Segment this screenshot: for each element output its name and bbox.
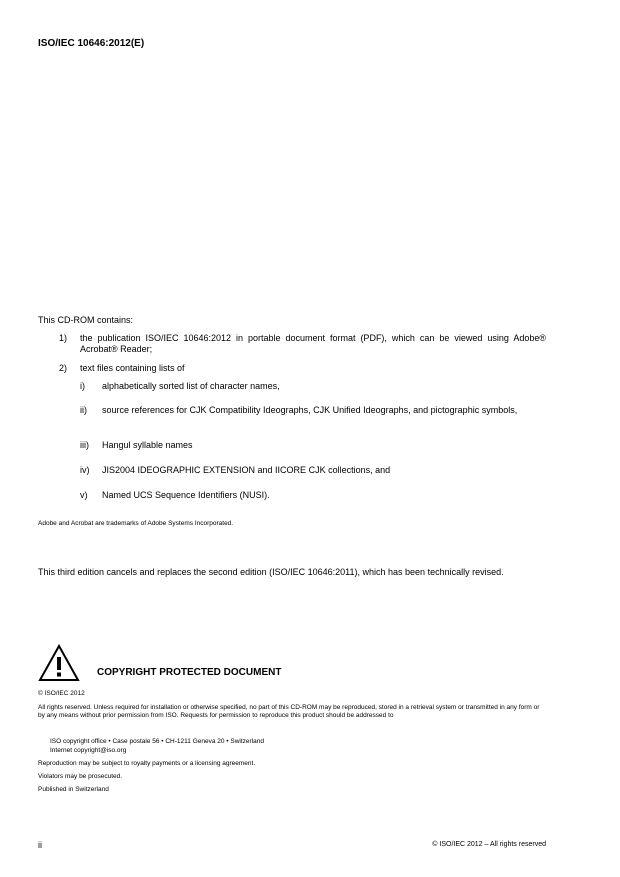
copyright-address: ISO copyright office • Case postale 56 • CH-1211 Geneva 20 • Switzerland (50, 738, 264, 745)
contents-intro: This CD-ROM contains: (38, 315, 134, 325)
sublist-item-label: i) (80, 381, 85, 391)
warning-icon (38, 644, 80, 682)
sublist-item-text: alphabetically sorted list of character names, (102, 381, 280, 391)
copyright-title: COPYRIGHT PROTECTED DOCUMENT (97, 667, 282, 678)
sublist-item-label: iii) (80, 440, 89, 450)
document-id: ISO/IEC 10646:2012(E) (38, 38, 145, 49)
sublist-item-text: Hangul syllable names (102, 440, 193, 450)
violators-note: Violators may be prosecuted. (38, 773, 123, 780)
copyright-email: Internet copyright@iso.org (50, 747, 127, 754)
copyright-line: © ISO/IEC 2012 (38, 690, 85, 697)
published-note: Published in Switzerland (38, 786, 109, 793)
list-item-label: 2) (59, 363, 68, 373)
list-item-text: text files containing lists of (80, 363, 185, 373)
trademark-note: Adobe and Acrobat are trademarks of Adobe Systems Incorporated. (38, 520, 234, 527)
sublist-item-label: iv) (80, 465, 90, 475)
sublist-item-text: JIS2004 IDEOGRAPHIC EXTENSION and IICORE CJK collections, and (102, 465, 391, 475)
sublist-item-text: source references for CJK Compatibility Ideographs, CJK Unified Ideographs, and pictographic symbols, (102, 405, 518, 415)
copyright-rights: All rights reserved. Unless required for installation or otherwise specified, no part of this CD-ROM may be reproduced, stored in a retrieval system or transmitted in any form or by any means without prior permission from ISO. Requests for permission to reproduce this product should be addressed to (38, 704, 540, 719)
list-item-label: 1) (59, 333, 68, 343)
sublist-item-text: Named UCS Sequence Identifiers (NUSI). (102, 490, 270, 500)
list-item-text: the publication ISO/IEC 10646:2012 in portable document format (PDF), which can be viewed using Adobe® Acrobat® Reader; (80, 333, 546, 354)
sublist-item-label: ii) (80, 405, 87, 415)
sublist-item-label: v) (80, 490, 88, 500)
page-number: ii (38, 840, 42, 850)
royalty-note: Reproduction may be subject to royalty payments or a licensing agreement. (38, 760, 256, 767)
edition-note: This third edition cancels and replaces the second edition (ISO/IEC 10646:2011), which has been technically revised. (38, 567, 504, 577)
footer-rights: © ISO/IEC 2012 – All rights reserved (432, 841, 546, 848)
